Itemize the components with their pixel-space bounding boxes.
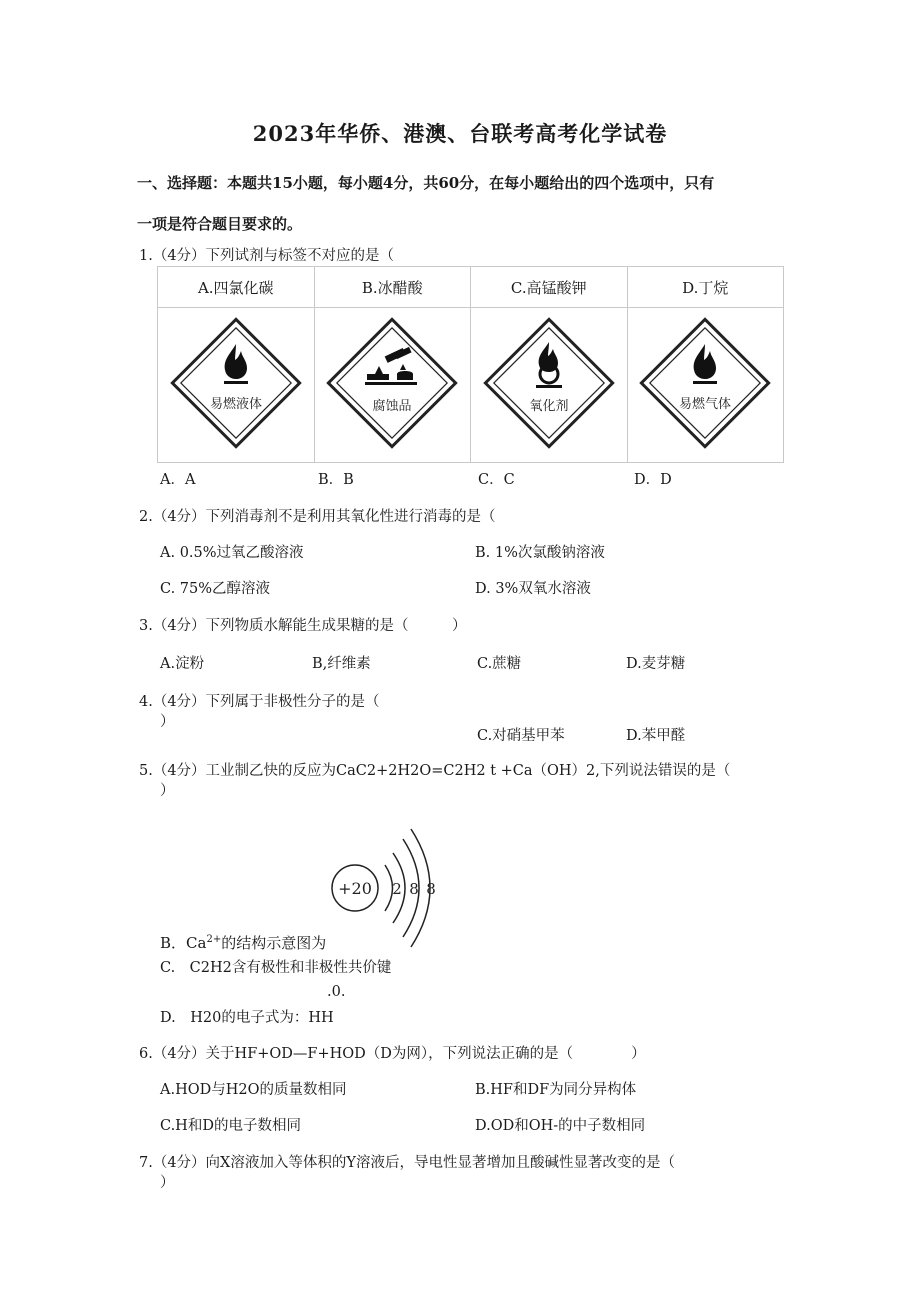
hazard-diamond-oxidizer xyxy=(474,308,624,458)
q7-stem-close: ） xyxy=(160,1175,175,1191)
hazard-label-table xyxy=(157,266,784,463)
q6-option-a[interactable]: A.HOD与H2O的质量数相同 xyxy=(160,1082,347,1098)
q6-stem: 6.（4分）关于HF+OD—F+HOD（D为网），下列说法正确的是（ ） xyxy=(139,1046,646,1062)
q2-option-d[interactable]: D. 3%双氧水溶液 xyxy=(475,581,591,597)
q3-option-b[interactable]: B,纤维素 xyxy=(312,656,371,672)
shell-3-count: 8 xyxy=(426,880,436,898)
q5-option-b[interactable] xyxy=(160,932,326,953)
hazard-diamond-corrosive xyxy=(317,308,467,458)
page-title: 2023年华侨、港澳、台联考高考化学试卷 xyxy=(252,121,668,146)
hazard-cell-b xyxy=(314,308,471,463)
flame-icon xyxy=(224,344,248,384)
q6-option-c[interactable]: C.H和D的电子数相同 xyxy=(160,1118,301,1134)
table-head-d: D.丁烷 xyxy=(627,267,784,308)
q1-stem: 1.（4分）下列试剂与标签不对应的是（ xyxy=(139,248,395,264)
q4-stem-close: ） xyxy=(160,714,175,730)
table-head-a: A.四氯化碳 xyxy=(158,267,315,308)
q5-option-b-prefix: B．Ca xyxy=(160,934,207,952)
q7-stem: 7.（4分）向X溶液加入等体积的Y溶液后，导电性显著增加且酸碱性显著改变的是（ xyxy=(139,1155,675,1171)
q3-option-d[interactable]: D.麦芽糖 xyxy=(626,656,686,672)
q1-option-b[interactable]: B．B xyxy=(318,472,354,488)
nucleus-charge: +20 xyxy=(338,879,372,898)
hazard-label-text-d: 易燃气体 xyxy=(679,397,732,412)
q2-option-a[interactable]: A. 0.5%过氧乙酸溶液 xyxy=(160,545,304,561)
ca-ion-structure-diagram xyxy=(325,825,445,950)
hazard-cell-a xyxy=(158,308,315,463)
shell-1-count: 2 xyxy=(392,880,402,898)
q2-option-b[interactable]: B. 1%次氯酸钠溶液 xyxy=(475,545,605,561)
q5-option-c[interactable]: C. C2H2含有极性和非极性共价键 xyxy=(160,960,392,976)
q1-option-c[interactable]: C．C xyxy=(478,472,515,488)
q5-option-b-charge: 2+ xyxy=(206,934,222,945)
q2-stem: 2.（4分）下列消毒剂不是利用其氧化性进行消毒的是（ xyxy=(139,509,496,525)
table-head-b: B.冰醋酸 xyxy=(314,267,471,308)
q3-stem: 3.（4分）下列物质水解能生成果糖的是（ ） xyxy=(139,618,467,634)
section-heading-line1: 一、选择题：本题共15小题，每小题4分，共60分，在每小题给出的四个选项中，只有 xyxy=(137,174,715,192)
q5-stem-close: ） xyxy=(160,783,175,799)
hazard-diamond-flammable-gas xyxy=(630,308,780,458)
oxidizer-icon xyxy=(536,342,562,388)
hazard-cell-c xyxy=(471,308,628,463)
q5-option-b-suffix: 的结构示意图为 xyxy=(221,934,327,952)
q4-option-c[interactable]: C.对硝基甲苯 xyxy=(477,728,565,744)
hazard-label-text-b: 腐蚀品 xyxy=(372,399,412,414)
q1-option-a[interactable]: A．A xyxy=(160,472,196,488)
section-heading-line2: 一项是符合题目要求的。 xyxy=(137,215,303,233)
q5-stem: 5.（4分）工业制乙快的反应为CaC2+2H2O=C2H2 t +Ca（OH）2,下列说法错误的是（ xyxy=(139,763,731,779)
q1-option-d[interactable]: D．D xyxy=(634,472,672,488)
q3-option-a[interactable]: A.淀粉 xyxy=(160,656,205,672)
q6-option-d[interactable]: D.OD和OH-的中子数相同 xyxy=(475,1118,646,1134)
hazard-diamond-flammable-liquid xyxy=(161,308,311,458)
hazard-label-text-c: 氧化剂 xyxy=(529,399,569,414)
corrosive-icon xyxy=(365,347,417,385)
q5-option-d[interactable]: D. H20的电子式为：HH xyxy=(160,1010,334,1026)
flame-icon xyxy=(693,344,717,384)
q6-option-b[interactable]: B.HF和DF为同分异构体 xyxy=(475,1082,637,1098)
q3-option-c[interactable]: C.蔗糖 xyxy=(477,656,522,672)
shell-2-count: 8 xyxy=(409,880,419,898)
q4-option-d[interactable]: D.苯甲醛 xyxy=(626,728,686,744)
hazard-label-text-a: 易燃液体 xyxy=(209,397,262,412)
q4-stem: 4.（4分）下列属于非极性分子的是（ xyxy=(139,694,380,710)
table-head-c: C.高锰酸钾 xyxy=(471,267,628,308)
hazard-cell-d xyxy=(627,308,784,463)
q2-option-c[interactable]: C. 75%乙醇溶液 xyxy=(160,581,271,597)
q5-electron-dots: .0. xyxy=(327,984,346,1000)
